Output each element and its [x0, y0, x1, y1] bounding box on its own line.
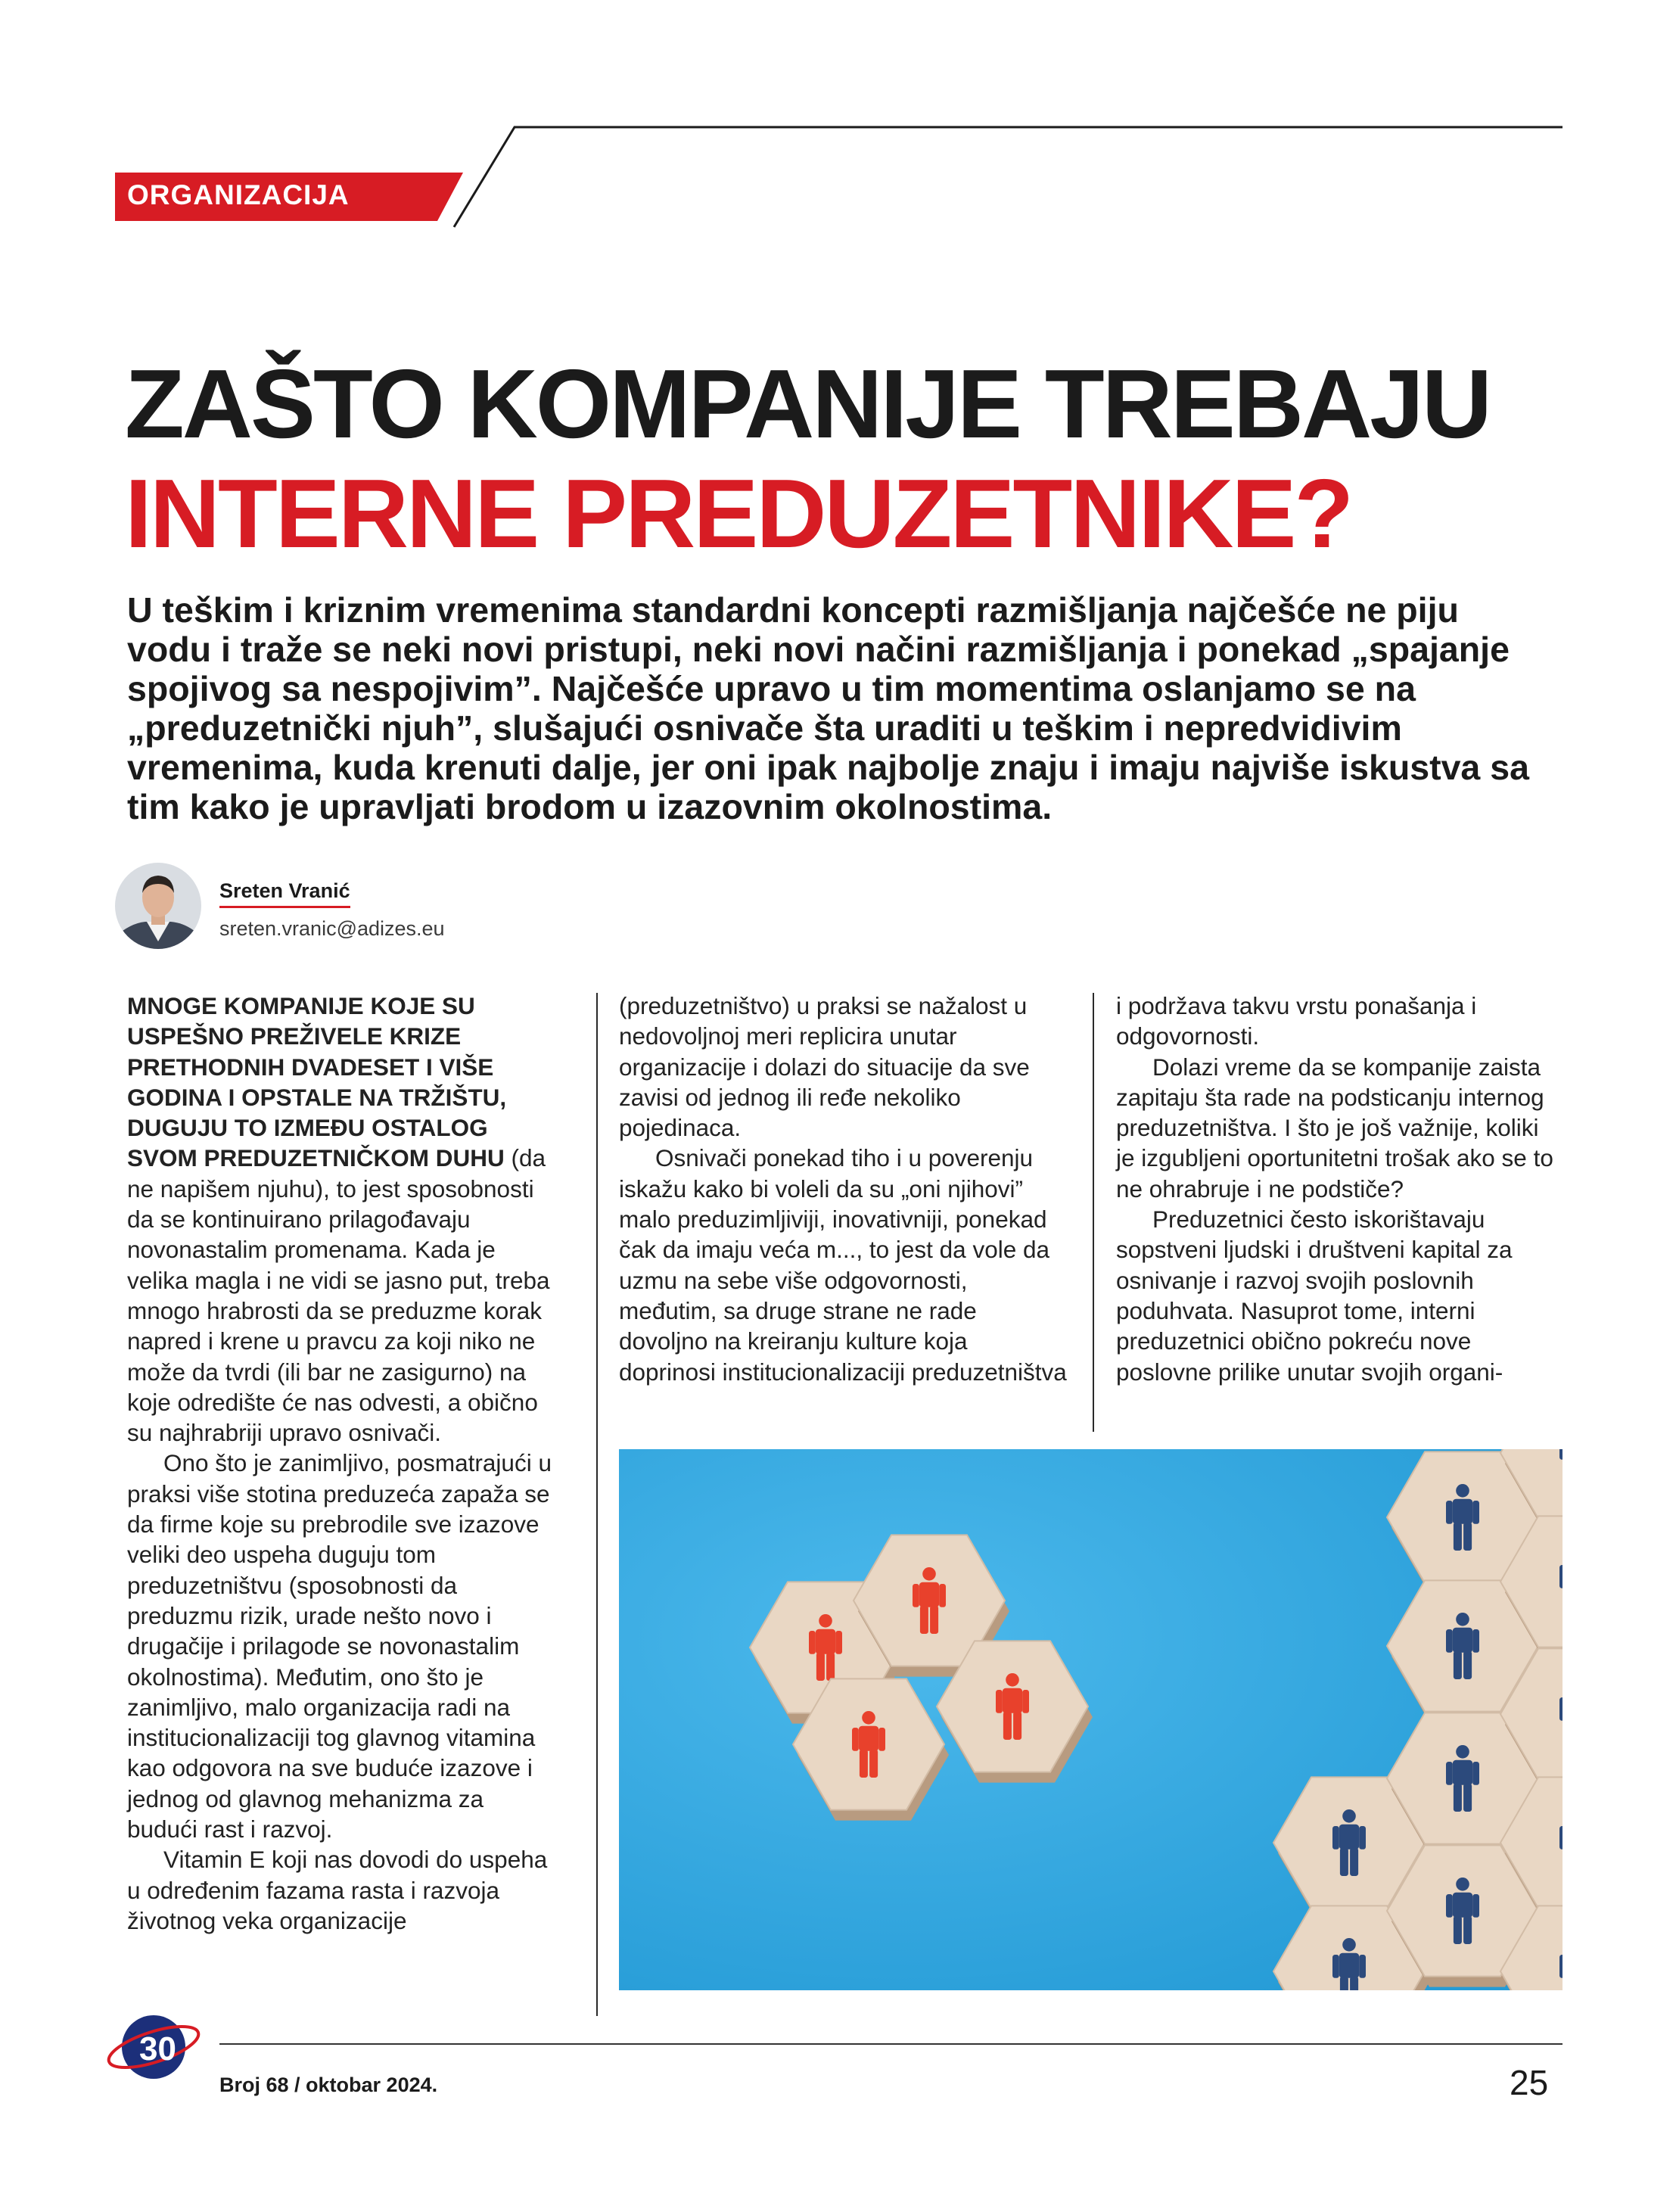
paragraph: (preduzetništvo) u praksi se nažalost u nedovoljnoj meri replicira unutar organizacije i dolazi do situacije da sve zavisi od jednog ili ređe nekoliko pojedinaca. — [619, 992, 1030, 1142]
paragraph — [127, 991, 558, 1448]
author-avatar — [115, 863, 201, 949]
paragraph: Vitamin E koji nas dovodi do uspeha u određenim fazama rasta i razvoja životnog veka organizacije — [127, 1846, 548, 1934]
opening-caps: MNOGE KOMPANIJE KOJE SU USPEŠNO PREŽIVELE KRIZE PRETHODNIH DVADESET I VIŠE GODINA I OPSTALE NA TRŽIŠTU, DUGUJU TO IZMEĐU OSTALOG SVOM PREDUZETNIČKOM DUHU — [127, 992, 507, 1172]
article-column-3 — [1116, 991, 1563, 1387]
column-divider — [596, 993, 598, 2016]
footer-rule — [219, 2043, 1563, 2045]
column-divider — [1093, 993, 1094, 1432]
header-rule — [454, 127, 1563, 227]
article-illustration — [619, 1449, 1563, 1990]
headline-line-1: ZAŠTO KOMPANIJE TREBAJU — [125, 350, 1491, 459]
paragraph: Ono što je zanimljivo, posmatrajući u praksi više stotina preduzeća zapaža se da firme koje su prebrodile sve izazove veliki deo uspeha duguju tom preduzetništvu (sposobnosti da preduzmu rizik, urade nešto novo i drugačije i prilagode se novonastalim okolnostima). Međutim, ono što je zanimljivo, malo organizacija radi na institucionalizaciji tog glavnog vitamina kao odgovora na sve buduće izazove i jednog od glavnog mehanizma za budući rast i razvoj. — [127, 1449, 552, 1843]
paragraph: Dolazi vreme da se kompanije zaista zapitaju šta rade na podsticanju internog preduzetništva. I što je još važnije, koliki je izgubljeni oportunitetni trošak ako se to ne ohrabruje i ne podstiče? — [1116, 1053, 1553, 1202]
article-column-1 — [127, 991, 558, 1936]
author-email[interactable]: sreten.vranic@adizes.eu — [219, 917, 445, 940]
paragraph: Osnivači ponekad tiho i u poverenju iskažu kako bi voleli da su „oni njihovi” malo preduzimljiviji, inovativniji, ponekad čak da imaju veća m..., to jest da vole da uzmu na sebe više odgovornosti, međutim, sa druge strane ne rade dovoljno na kreiranju kulture koja doprinosi institucionalizaciji preduzetništva — [619, 1144, 1067, 1386]
lead-paragraph: U teškim i kriznim vremenima standardni koncepti razmišljanja najčešće ne piju vodu i traže se neki novi pristupi, neki novi načini razmišljanja i ponekad „spajanje spojivog sa nespojivim”. Najčešće upravo u tim momentima oslanjamo se na „preduzetnički njuh”, slušajući osnivače šta uraditi u teškim i nepredvidivim vremenima, kuda krenuti dalje, jer oni ipak najbolje znaju i imaju najviše iskustva sa tim kako je upravljati brodom u izazovnim okolnostima. — [127, 590, 1529, 826]
logo-text: 30 — [139, 2030, 176, 2067]
author-name: Sreten Vranić — [219, 880, 350, 908]
headline-line-2: INTERNE PREDUZETNIKE? — [125, 459, 1352, 568]
paragraph: Preduzetnici često iskorištavaju sopstveni ljudski i društveni kapital za osnivanje i razvoj svojih poslovnih poduhvata. Nasuprot tome, interni preduzetnici obično pokreću nove poslovne prilike unutar svojih organi- — [1116, 1206, 1513, 1386]
issue-label: Broj 68 / oktobar 2024. — [219, 2074, 438, 2096]
magazine-logo-icon — [97, 2005, 210, 2089]
section-label: ORGANIZACIJA — [127, 179, 350, 210]
paragraph: i podržava takvu vrstu ponašanja i odgovornosti. — [1116, 992, 1477, 1050]
page-number: 25 — [1510, 2063, 1549, 2102]
paragraph-text: (da ne napišem njuhu), to jest sposobnosti da se kontinuirano prilagođavaju novonastalim promenama. Kada je velika magla i ne vidi se jasno put, treba mnogo hrabrosti da se preduzme korak napred i krene u pravcu za koji niko ne može da tvrdi (ili bar ne zasigurno) na koje odredište će nas odvesti, a obično su najhrabriji upravo osnivači. — [127, 1144, 550, 1447]
article-column-2 — [619, 991, 1068, 1387]
